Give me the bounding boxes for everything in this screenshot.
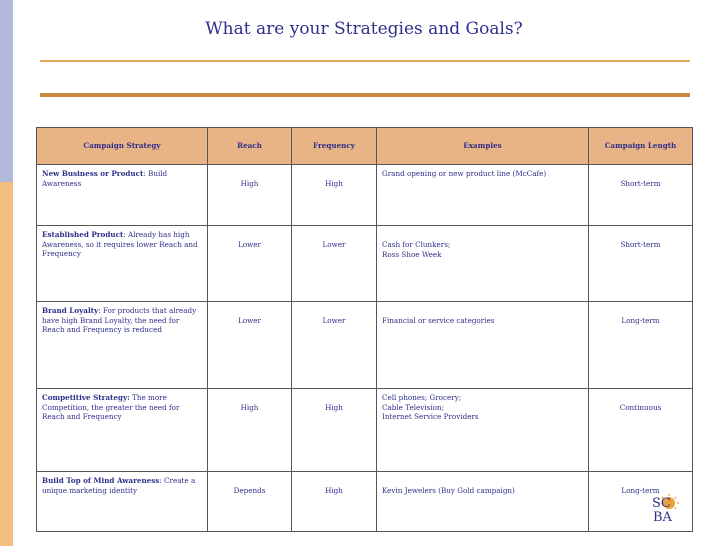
examples-cell: Kevin Jewelers (Buy Gold campaign) [377, 472, 589, 532]
frequency-cell: Lower [292, 226, 377, 302]
strategy-description: The more Competition, the greater the need for Reach and Frequency [42, 393, 180, 422]
table-header-row [37, 128, 693, 165]
examples-cell: Grand opening or new product line (McCafe) [377, 165, 589, 226]
table-row [37, 226, 693, 302]
left-accent-band [0, 0, 13, 546]
frequency-cell: High [292, 389, 377, 472]
reach-cell: Lower [208, 226, 292, 302]
header-campaign-length: Campaign Length [589, 128, 693, 165]
length-cell: Continuous [589, 389, 693, 472]
table-row [37, 389, 693, 472]
examples-cell: Cash for Clunkers; Ross Shoe Week [377, 226, 589, 302]
slide-title: What are your Strategies and Goals? [205, 19, 523, 39]
length-cell: Short-term [589, 165, 693, 226]
frequency-cell: Lower [292, 302, 377, 389]
strategy-description: : Already has high Awareness, so it requires lower Reach and Frequency [42, 230, 198, 259]
strategy-cell [37, 472, 208, 532]
strategy-name: Established Product [42, 230, 124, 239]
reach-cell: High [208, 165, 292, 226]
length-cell: Long-term [589, 302, 693, 389]
strategy-description: : Create a unique marketing identity [42, 476, 196, 495]
reach-cell: Lower [208, 302, 292, 389]
logo-letters-bottom: BA [653, 510, 672, 523]
strategy-description: : Build Awareness [42, 169, 168, 188]
table-row [37, 472, 693, 532]
strategy-cell [37, 389, 208, 472]
table-row [37, 165, 693, 226]
logo-letters-top: SC [652, 496, 671, 511]
strategy-name: Build Top of Mind Awareness [42, 476, 160, 485]
header-campaign-strategy: Campaign Strategy [37, 128, 208, 165]
table-row [37, 302, 693, 389]
strategy-cell [37, 226, 208, 302]
header-examples: Examples [377, 128, 589, 165]
scba-logo [650, 493, 682, 523]
header-frequency: Frequency [292, 128, 377, 165]
strategy-cell [37, 165, 208, 226]
length-cell: Long-term [589, 472, 693, 532]
length-cell: Short-term [589, 226, 693, 302]
examples-cell: Financial or service categories [377, 302, 589, 389]
title-divider-thin [40, 60, 690, 62]
strategy-name: Competitive Strategy: [42, 393, 130, 402]
strategy-name: New Business or Product [42, 169, 144, 178]
reach-cell: Depends [208, 472, 292, 532]
examples-cell: Cell phones; Grocery; Cable Television; Internet Service Providers [377, 389, 589, 472]
frequency-cell: High [292, 165, 377, 226]
strategies-table [36, 127, 693, 532]
frequency-cell: High [292, 472, 377, 532]
strategy-name: Brand Loyalty [42, 306, 99, 315]
strategy-cell [37, 302, 208, 389]
title-divider-thick [40, 93, 690, 97]
strategy-description: : For products that already have high Brand Loyalty, the need for Reach and Frequency is reduced [42, 306, 197, 335]
header-reach: Reach [208, 128, 292, 165]
accent-band-bottom [0, 182, 13, 546]
reach-cell: High [208, 389, 292, 472]
